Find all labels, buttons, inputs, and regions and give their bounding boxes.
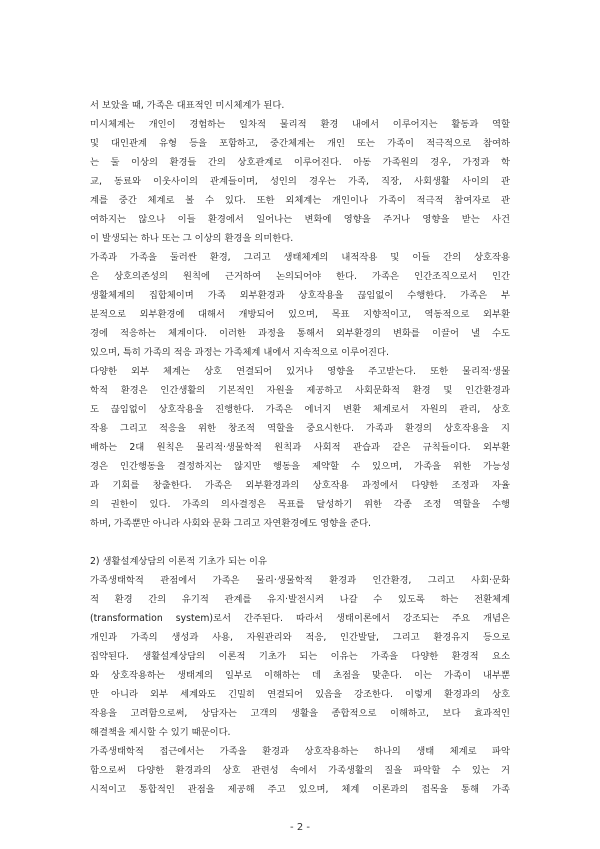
text-line: 는 둘 이상의 환경들 간의 상호관계로 이루어진다. 아동 가족원의 경우, 가정과 학: [90, 157, 510, 168]
text-line: 교, 동료와 이웃사이의 관계들이며, 성인의 경우는 가족, 직장, 사회생활 사이의 관: [90, 176, 510, 187]
text-block-2: [90, 552, 510, 799]
text-line: 가족생태학적 관점에서 가족은 물리·생물학적 환경과 인간환경, 그리고 사회·문화: [90, 575, 510, 586]
text-line: 미시체계는 개인이 경험하는 일차적 물리적 환경 내에서 이루어지는 활동과 역할: [90, 119, 510, 130]
text-line: 다양한 외부 체계는 상호 연결되어 있거나 영향을 주고받는다. 또한 물리적·생물: [90, 366, 510, 377]
text-line: 작용을 고려함으로써, 상담자는 고객의 생활을 종합적으로 이해하고, 보다 효과적인: [90, 708, 510, 719]
text-line: 계를 중간 체계로 볼 수 있다. 또한 외체계는 개인이나 가족이 적극적 참여자로 관: [90, 195, 510, 206]
text-line: 의 권한이 있다. 가족의 의사결정은 목표를 달성하기 위한 각종 조정 역할을 수행: [90, 499, 510, 510]
text-line: 생활체계의 집합체이며 가족 외부환경과 상호작용을 끊임없이 수행한다. 가족은 부: [90, 290, 510, 301]
text-line: 해결책을 제시할 수 있기 때문이다.: [90, 727, 231, 738]
text-line: 가족생태학적 접근에서는 가족을 환경과 상호작용하는 하나의 생태 체계로 파악: [90, 746, 510, 757]
text-line: (transformation system)로서 간주된다. 따라서 생태이론에서 강조되는 주요 개념은: [90, 613, 510, 624]
text-block-1: [90, 96, 510, 533]
text-line: 작용 그리고 적응을 위한 창조적 역할을 중요시한다. 가족과 환경의 상호작용을 지: [90, 423, 510, 434]
text-line: 개인과 가족의 생성과 사용, 자원관리와 적응, 인간발달, 그리고 환경유지 등으로: [90, 632, 510, 643]
text-line: 이 발생되는 하나 또는 그 이상의 환경을 의미한다.: [90, 233, 294, 244]
text-line: 여하지는 않으나 이들 환경에서 일어나는 변화에 영향을 주거나 영향을 받는 사건: [90, 214, 510, 225]
section-heading: 2) 생활설계상담의 이론적 기초가 되는 이유: [90, 556, 267, 567]
text-line: 있으며, 특히 가족의 적응 과정는 가족체계 내에서 지속적으로 이루어진다.: [90, 347, 389, 358]
text-line: 하며, 가족뿐만 아니라 사회와 문화 그리고 자연환경에도 영향을 준다.: [90, 518, 372, 529]
text-line: 만 아니라 외부 세계와도 긴밀히 연결되어 있음을 강조한다. 이렇게 환경과의 상호: [90, 689, 510, 700]
text-line: 함으로써 다양한 환경과의 상호 관련성 속에서 가족생활의 질을 파악할 수 있는 거: [90, 765, 510, 776]
text-line: 배하는 2대 원칙은 물리적·생물학적 원칙과 사회적 관습과 같은 규칙들이다. 외부환: [90, 442, 510, 453]
text-line: 시적이고 통합적인 관점을 제공해 주고 있으며, 체계 이론과의 접목을 통해 가족: [90, 784, 510, 795]
document-body: [90, 96, 510, 799]
text-line: 경은 인간행동을 결정하지는 않지만 행동을 제약할 수 있으며, 가족을 위한 가능성: [90, 461, 510, 472]
page-number: - 2 -: [290, 822, 310, 833]
text-line: 서 보았을 때, 가족은 대표적인 미시체계가 된다.: [90, 100, 285, 111]
text-line: 및 대인관계 유형 등을 포함하고, 중간체계는 개인 또는 가족이 적극적으로 참여하: [90, 138, 510, 149]
text-line: 분적으로 외부환경에 대해서 개방되어 있으며, 목표 지향적이고, 역동적으로 외부환: [90, 309, 510, 320]
text-line: 적 환경 간의 유기적 관계를 유지·발전시켜 나갈 수 있도록 하는 전환체계: [90, 594, 510, 605]
text-line: 학적 환경은 인간생활의 기본적인 자원을 제공하고 사회문화적 환경 및 인간환경과: [90, 385, 510, 396]
text-line: 와 상호작용하는 생태계의 일부로 이해하는 데 초점을 맞춘다. 이는 가족이 내부뿐: [90, 670, 510, 681]
text-line: 집약된다. 생활설계상담의 이론적 기초가 되는 이유는 가족을 다양한 환경적 요소: [90, 651, 510, 662]
text-line: 과 기회를 창출한다. 가족은 외부환경과의 상호작용 과정에서 다양한 조정과 자율: [90, 480, 510, 491]
text-line: 가족과 가족을 둘러싼 환경, 그리고 생태체계의 내적작용 및 이들 간의 상호작용: [90, 252, 510, 263]
text-line: 도 끊임없이 상호작용을 진행한다. 가족은 에너지 변환 체계로서 자원의 관리, 상호: [90, 404, 510, 415]
text-line: 은 상호의존성의 원칙에 근거하여 논의되어야 한다. 가족은 인간조직으로서 인간: [90, 271, 510, 282]
text-line: 경에 적응하는 체계이다. 이러한 과정을 통해서 외부환경의 변화를 이끌어 낼 수도: [90, 328, 510, 339]
paragraph-gap: [90, 533, 510, 552]
